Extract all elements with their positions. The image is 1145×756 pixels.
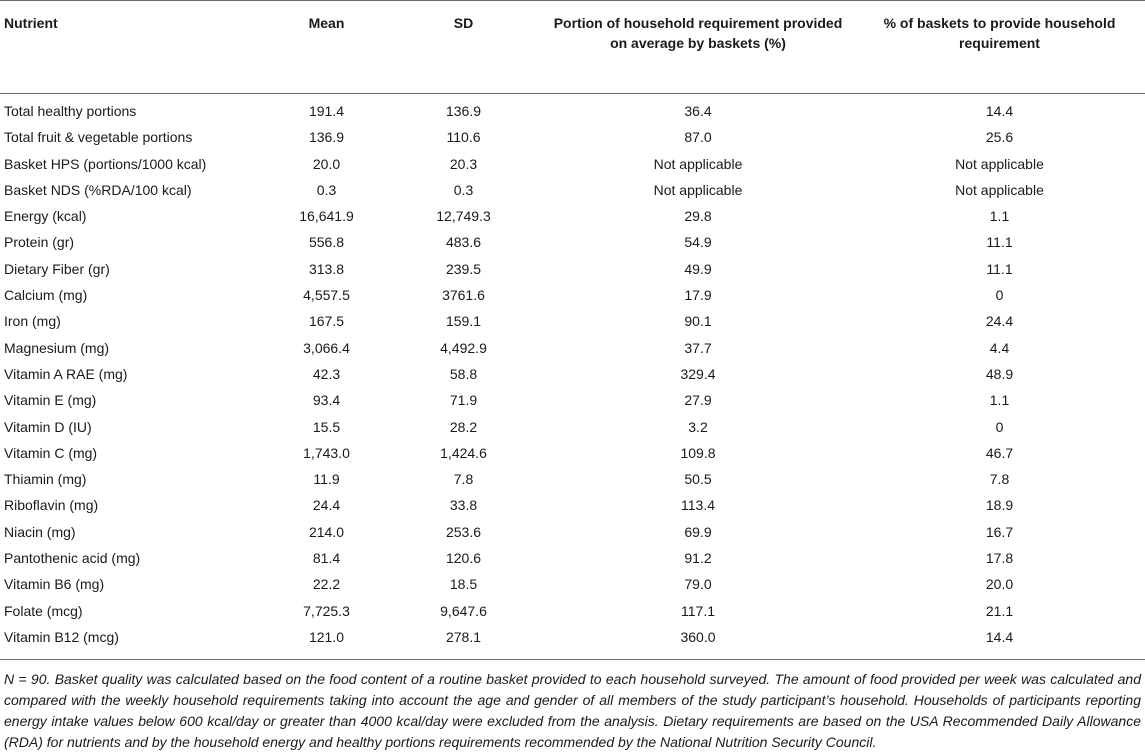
cell-nutrient: Magnesium (mg) (4, 339, 110, 356)
table-row (0, 203, 1145, 229)
cell-portion: 90.1 (684, 313, 712, 330)
cell-pct-baskets: 17.8 (985, 550, 1014, 567)
cell-nutrient: Protein (gr) (4, 234, 75, 251)
cell-portion: 3.2 (688, 418, 708, 435)
cell-mean: 191.4 (308, 103, 345, 119)
cell-pct-baskets: 20.0 (985, 576, 1014, 593)
cell-mean: 313.8 (308, 260, 345, 277)
table-row (0, 256, 1145, 282)
cell-pct-baskets: 46.7 (985, 444, 1014, 461)
cell-nutrient: Vitamin C (mg) (4, 444, 98, 461)
table-row (0, 519, 1145, 545)
cell-mean: 1,743.0 (303, 444, 350, 461)
cell-portion: 113.4 (681, 497, 715, 514)
cell-sd: 4,492.9 (440, 339, 487, 356)
cell-mean: 136.9 (308, 129, 345, 146)
table-row (0, 598, 1145, 624)
table-row (0, 308, 1145, 334)
cell-mean: 3,066.4 (303, 339, 350, 356)
cell-nutrient: Thiamin (mg) (4, 471, 87, 488)
cell-nutrient: Basket NDS (%RDA/100 kcal) (4, 181, 192, 198)
cell-sd: 159.1 (445, 313, 482, 330)
cell-portion: 17.9 (684, 287, 712, 304)
table-bottom-rule (0, 659, 1145, 660)
table-row (0, 94, 1145, 125)
cell-pct-baskets: 48.9 (985, 365, 1014, 382)
cell-pct-baskets: 14.4 (985, 628, 1014, 645)
table-row (0, 229, 1145, 255)
cell-sd: 253.6 (445, 523, 482, 540)
cell-pct-baskets: 18.9 (985, 497, 1014, 514)
cell-sd: 20.3 (449, 155, 478, 172)
cell-portion: 54.9 (684, 234, 712, 251)
cell-mean: 42.3 (312, 365, 341, 382)
cell-mean: 167.5 (308, 313, 345, 330)
cell-sd: 3761.6 (442, 287, 485, 304)
cell-pct-baskets: 16.7 (985, 523, 1014, 540)
cell-mean: 0.3 (316, 181, 337, 198)
cell-sd: 28.2 (449, 418, 478, 435)
cell-sd: 136.9 (445, 103, 482, 119)
cell-pct-baskets: 21.1 (985, 602, 1014, 619)
cell-mean: 15.5 (312, 418, 341, 435)
cell-nutrient: Niacin (mg) (4, 523, 76, 540)
cell-sd: 7.8 (453, 471, 474, 488)
cell-mean: 24.4 (312, 497, 341, 514)
table-row (0, 177, 1145, 203)
cell-portion: 69.9 (684, 523, 712, 540)
cell-portion: 329.4 (680, 365, 716, 382)
cell-portion: 37.7 (684, 339, 712, 356)
cell-sd: 71.9 (449, 392, 478, 409)
cell-mean: 22.2 (312, 576, 341, 593)
table-row (0, 466, 1145, 492)
table-row (0, 151, 1145, 177)
cell-mean: 121.0 (308, 628, 345, 645)
cell-portion: 29.8 (684, 208, 712, 225)
cell-portion: 109.8 (680, 444, 716, 461)
table-row (0, 440, 1145, 466)
cell-mean: 4,557.5 (303, 287, 350, 304)
table-footnote: N = 90. Basket quality was calculated based on the food content of a routine basket provided to each household surveyed. The amount of food provided per week was calculated and compared with the weekly household requirements taking into account the age and gender of all members of the study participant’s household. Households of participants reporting energy intake values below 600 kcal/day or greater than 4000 kcal/day were excluded from the analysis. Dietary requirements are based on the USA Recommended Daily Allowance (RDA) for nutrients and by the household energy and healthy portions requirements recommended by the National Nutrition Security Council. (4, 671, 1141, 750)
table-row (0, 414, 1145, 440)
cell-sd: 12,749.3 (436, 208, 491, 225)
cell-nutrient: Total healthy portions (4, 103, 137, 119)
cell-mean: 81.4 (312, 550, 341, 567)
cell-nutrient: Folate (mcg) (4, 602, 83, 619)
header-mean: Mean (308, 15, 345, 31)
cell-pct-baskets: 0 (995, 418, 1004, 435)
cell-sd: 1,424.6 (440, 444, 487, 461)
cell-pct-baskets: 7.8 (989, 471, 1010, 488)
cell-sd: 239.5 (445, 260, 482, 277)
cell-portion: 27.9 (684, 392, 712, 409)
cell-mean: 11.9 (313, 471, 340, 488)
header-pct-baskets: % of baskets to provide household requirement (883, 15, 1116, 51)
cell-portion: Not applicable (653, 155, 743, 172)
cell-portion: Not applicable (653, 181, 743, 198)
table-header-row (0, 1, 1145, 94)
table-row (0, 624, 1145, 654)
cell-portion: 117.1 (681, 602, 715, 619)
cell-mean: 556.8 (308, 234, 345, 251)
cell-sd: 278.1 (445, 628, 482, 645)
cell-pct-baskets: Not applicable (955, 181, 1044, 198)
cell-portion: 79.0 (684, 576, 712, 593)
table-row (0, 387, 1145, 413)
table-row (0, 124, 1145, 150)
table-row (0, 282, 1145, 308)
cell-sd: 58.8 (449, 365, 478, 382)
cell-sd: 110.6 (446, 129, 481, 146)
cell-portion: 91.2 (684, 550, 712, 567)
table-row (0, 545, 1145, 571)
table-row (0, 361, 1145, 387)
cell-mean: 16,641.9 (299, 208, 354, 225)
cell-sd: 9,647.6 (440, 602, 487, 619)
cell-sd: 483.6 (445, 234, 482, 251)
cell-nutrient: Vitamin B6 (mg) (4, 576, 105, 593)
cell-pct-baskets: 4.4 (989, 339, 1010, 356)
cell-portion: 360.0 (680, 628, 716, 645)
cell-nutrient: Energy (kcal) (4, 208, 87, 225)
cell-nutrient: Basket HPS (portions/1000 kcal) (4, 155, 207, 172)
cell-portion: 36.4 (684, 103, 712, 119)
cell-nutrient: Vitamin A RAE (mg) (4, 365, 128, 382)
cell-pct-baskets: 25.6 (985, 129, 1014, 146)
cell-pct-baskets: 11.1 (986, 234, 1013, 251)
cell-nutrient: Calcium (mg) (4, 287, 88, 304)
cell-nutrient: Vitamin B12 (mcg) (4, 628, 119, 645)
cell-pct-baskets: 1.1 (989, 208, 1010, 225)
header-portion-requirement: Portion of household requirement provided on average by baskets (%) (553, 15, 843, 51)
header-nutrient: Nutrient (4, 15, 58, 31)
cell-nutrient: Total fruit & vegetable portions (4, 129, 193, 146)
cell-pct-baskets: 1.1 (989, 392, 1010, 409)
cell-nutrient: Pantothenic acid (mg) (4, 550, 141, 567)
cell-sd: 0.3 (453, 181, 474, 198)
cell-pct-baskets: Not applicable (955, 155, 1044, 172)
cell-portion: 50.5 (684, 471, 712, 488)
cell-pct-baskets: 11.1 (986, 260, 1013, 277)
cell-sd: 33.8 (449, 497, 478, 514)
cell-portion: 49.9 (684, 260, 712, 277)
cell-mean: 7,725.3 (303, 602, 350, 619)
cell-mean: 93.4 (312, 392, 341, 409)
cell-pct-baskets: 24.4 (985, 313, 1014, 330)
cell-nutrient: Vitamin D (IU) (4, 418, 92, 435)
cell-nutrient: Riboflavin (mg) (4, 497, 99, 514)
header-sd: SD (453, 15, 474, 31)
table-row (0, 492, 1145, 518)
cell-nutrient: Iron (mg) (4, 313, 61, 330)
cell-mean: 20.0 (312, 155, 341, 172)
cell-sd: 18.5 (449, 576, 478, 593)
table-row (0, 335, 1145, 361)
cell-sd: 120.6 (445, 550, 482, 567)
cell-nutrient: Dietary Fiber (gr) (4, 260, 110, 277)
cell-nutrient: Vitamin E (mg) (4, 392, 97, 409)
table-body (0, 94, 1145, 655)
cell-mean: 214.0 (308, 523, 345, 540)
cell-portion: 87.0 (684, 129, 712, 146)
cell-pct-baskets: 14.4 (985, 103, 1014, 119)
table-row (0, 571, 1145, 597)
cell-pct-baskets: 0 (995, 287, 1004, 304)
